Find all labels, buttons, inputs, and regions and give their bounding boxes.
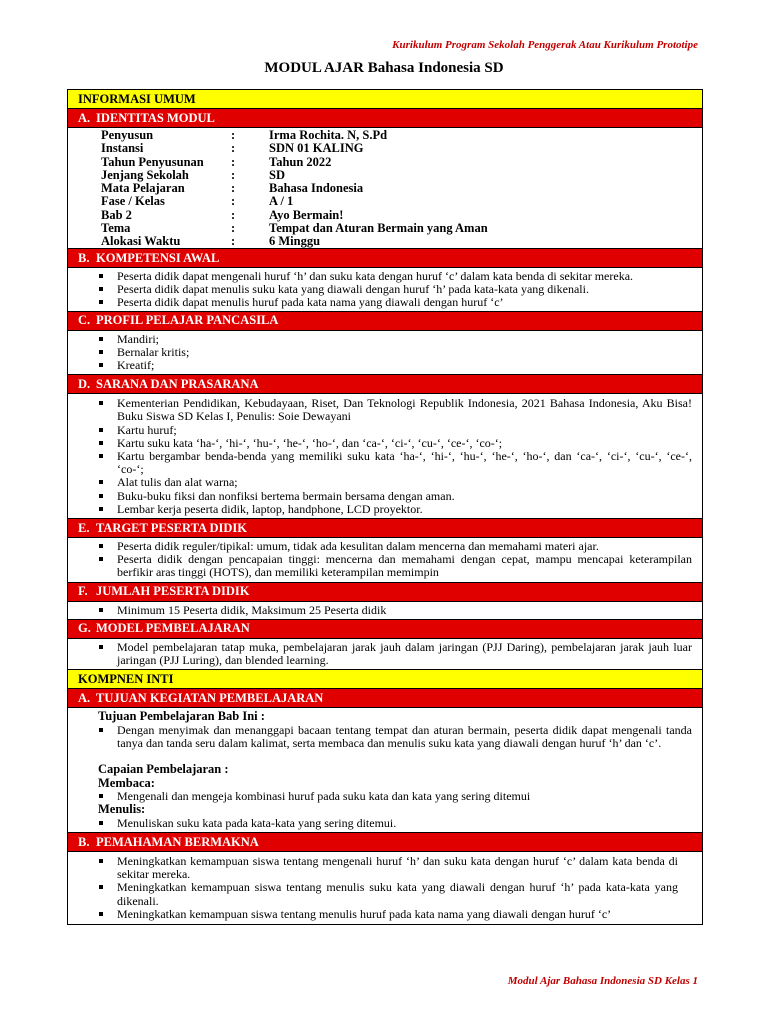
list-item: Peserta didik dapat menulis huruf pada kata nama yang diawali dengan huruf ‘c’ [98,296,692,309]
section-kompetensi-awal-header [68,249,702,268]
identitas-value: SD [269,167,285,182]
section-letter: F. [78,584,88,599]
identitas-colon: : [231,221,236,236]
identitas-value: SDN 01 KALING [269,141,364,156]
list-item: Mengenali dan mengeja kombinasi huruf pada suku kata dan kata yang sering ditemui [98,790,692,803]
list-item: Model pembelajaran tatap muka, pembelajaran jarak jauh dalam jaringan (PJJ Daring), pembelajaran jarak jauh luar jaringan (PJJ Luring), dan blended learning. [98,641,692,667]
tujuan-body [68,708,702,833]
identitas-row [68,182,702,195]
list-item: Meningkatkan kemampuan siswa tentang mengenali huruf ‘h’ dan suku kata dengan huruf ‘c’ dalam kata benda di sekitar mereka. [98,855,678,881]
list-item: Kartu huruf; [98,424,692,437]
section-heading: MODEL PEMBELAJARAN [96,621,250,636]
pemahaman-list [68,855,702,921]
list-item: Kartu suku kata ‘ha-‘, ‘hi-‘, ‘hu-‘, ‘he-‘, ‘ho-‘, dan ‘ca-‘, ‘ci-‘, ‘cu-‘, ‘ce-‘, ‘co-‘; [98,437,692,450]
model-body [68,639,702,670]
module-table [67,89,703,925]
list-item: Peserta didik dengan pencapaian tinggi: mencerna dan memahami dengan cepat, mampu mencapai keterampilan berfikir aras tinggi (HOTS), dan memiliki keterampilan memimpin [98,553,692,579]
list-item: Kartu bergambar benda-benda yang memiliki suku kata ‘ha-‘, ‘hi-‘, ‘hu-‘, ‘he-‘, ‘ho-‘, dan ‘ca-‘, ‘ci-‘, ‘cu-‘, ‘ce-‘, ‘co-‘; [98,450,692,476]
identitas-row [68,129,702,142]
menulis-title: Menulis: [98,802,146,817]
menulis-list [68,817,702,830]
list-item: Kementerian Pendidikan, Kebudayaan, Riset, Dan Teknologi Republik Indonesia, 2021 Bahasa Indonesia, Aku Bisa! Buku Siswa SD Kelas I, Penulis: Soie Dewayani [98,397,692,423]
identitas-value: A / 1 [269,194,294,209]
identitas-colon: : [231,167,236,182]
identitas-row [68,156,702,169]
header-note: Kurikulum Program Sekolah Penggerak Atau Kurikulum Prototipe [392,39,698,51]
list-item: Menuliskan suku kata pada kata-kata yang sering ditemui. [98,817,692,830]
pemahaman-body [68,852,702,924]
identitas-body [68,128,702,249]
section-pemahaman-header [68,833,702,852]
section-letter: B. [78,834,90,849]
sarana-list [68,397,702,516]
section-sarana-header [68,375,702,394]
section-letter: A. [78,110,91,125]
identitas-value: Irma Rochita. N, S.Pd [269,128,388,142]
identitas-key: Instansi [101,141,144,156]
section-model-header [68,620,702,639]
section-letter: A. [78,690,91,705]
section-jumlah-header [68,583,702,602]
section-letter: G. [78,621,91,636]
jumlah-body [68,602,702,620]
tujuan-subtitle: Tujuan Pembelajaran Bab Ini : [98,709,265,724]
identitas-colon: : [231,141,236,156]
list-item: Peserta didik reguler/tipikal: umum, tidak ada kesulitan dalam mencerna dan memahami materi ajar. [98,540,692,553]
section-heading: IDENTITAS MODUL [96,110,215,125]
identitas-colon: : [231,128,236,142]
footer-note: Modul Ajar Bahasa Indonesia SD Kelas 1 [507,975,698,987]
kompetensi-list [68,270,702,310]
section-identitas-modul-header [68,109,702,128]
identitas-row [68,209,702,222]
section-tujuan-header [68,689,702,708]
section-heading: KOMPETENSI AWAL [96,250,220,265]
section-heading: PROFIL PELAJAR PANCASILA [96,313,279,328]
section-heading: TUJUAN KEGIATAN PEMBELAJARAN [96,690,324,705]
identitas-key: Fase / Kelas [101,194,165,209]
list-item: Lembar kerja peserta didik, laptop, handphone, LCD proyektor. [98,503,692,516]
section-profil-header [68,312,702,331]
membaca-title: Membaca: [98,775,155,790]
identitas-row [68,195,702,208]
profil-list [68,333,702,373]
identitas-colon: : [231,154,236,169]
identitas-key: Mata Pelajaran [101,181,185,196]
tujuan-list [68,724,702,750]
section-letter: E. [78,520,90,535]
list-item: Minimum 15 Peserta didik, Maksimum 25 Peserta didik [98,604,692,617]
section-heading: JUMLAH PESERTA DIDIK [96,584,250,599]
list-item: Meningkatkan kemampuan siswa tentang menulis huruf pada kata nama yang diawali dengan huruf ‘c’ [98,908,678,921]
document-title: MODUL AJAR Bahasa Indonesia SD [264,60,504,76]
section-target-header [68,519,702,538]
model-list [68,641,702,667]
profil-body [68,331,702,376]
identitas-key: Bab 2 [101,207,132,222]
list-item: Kreatif; [98,359,692,372]
list-item: Meningkatkan kemampuan siswa tentang menulis suku kata yang diawali dengan huruf ‘h’ pada kata-kata yang dikenali. [98,881,678,907]
list-item: Buku-buku fiksi dan nonfiksi bertema bermain bersama dengan aman. [98,490,692,503]
identitas-colon: : [231,194,236,209]
section-letter: C. [78,313,91,328]
identitas-value: Tempat dan Aturan Bermain yang Aman [269,221,488,236]
section-letter: D. [78,376,91,391]
jumlah-list [68,604,702,617]
sarana-body [68,394,702,519]
identitas-row [68,235,702,248]
identitas-colon: : [231,181,236,196]
identitas-value: Tahun 2022 [269,154,332,169]
identitas-row [68,169,702,182]
list-item: Alat tulis dan alat warna; [98,476,692,489]
identitas-row [68,222,702,235]
list-item: Mandiri; [98,333,692,346]
identitas-key: Penyusun [101,128,154,142]
identitas-value: 6 Minggu [269,234,321,249]
target-list [68,540,702,580]
list-item: Peserta didik dapat mengenali huruf ‘h’ dan suku kata dengan huruf ‘c’ dalam kata benda di sekitar mereka. [98,270,692,283]
identitas-colon: : [231,234,236,249]
section-heading: TARGET PESERTA DIDIK [96,520,247,535]
membaca-list [68,790,702,803]
target-body [68,538,702,583]
identitas-row [68,142,702,155]
identitas-key: Tema [101,221,131,236]
section-heading: SARANA DAN PRASARANA [96,376,259,391]
section-heading: PEMAHAMAN BERMAKNA [96,834,259,849]
identitas-key: Jenjang Sekolah [101,167,189,182]
identitas-colon: : [231,207,236,222]
list-item: Bernalar kritis; [98,346,692,359]
identitas-key: Alokasi Waktu [101,234,181,249]
identitas-value: Bahasa Indonesia [269,181,364,196]
section-informasi-umum: INFORMASI UMUM [68,90,702,109]
list-item: Peserta didik dapat menulis suku kata yang diawali dengan huruf ‘h’ pada kata-kata yang dikenali. [98,283,692,296]
list-item: Dengan menyimak dan menanggapi bacaan tentang tempat dan aturan bermain, peserta didik dapat mengenali tanda tanya dan tanda seru dalam kalimat, serta membaca dan menulis suku kata yang diawali dengan huruf ‘h’ dan ‘c’. [98,724,692,750]
section-letter: B. [78,250,90,265]
kompetensi-body [68,268,702,312]
capaian-title: Capaian Pembelajaran : [98,762,229,777]
identitas-value: Ayo Bermain! [269,207,344,222]
identitas-key: Tahun Penyusunan [101,154,204,169]
section-komponen-inti: KOMPNEN INTI [68,670,702,689]
